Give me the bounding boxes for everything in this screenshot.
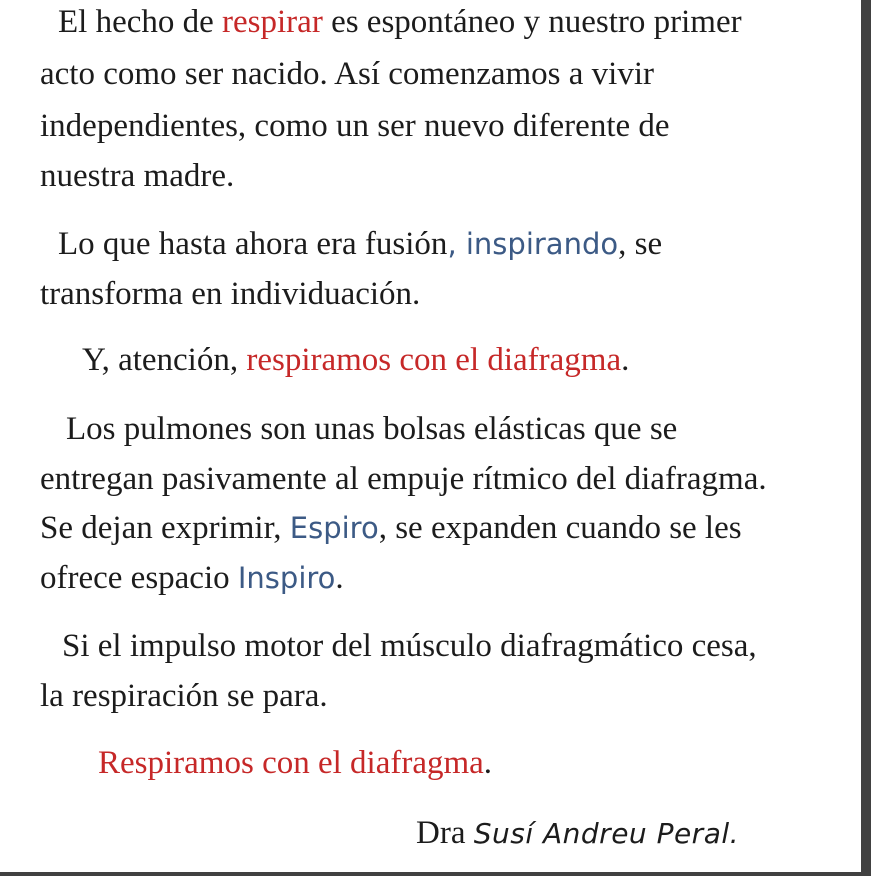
- p3-highlight-respiramos: respiramos con el diafragma: [246, 342, 622, 378]
- p5-line2: la respiración se para.: [40, 678, 328, 714]
- signature-prefix: Dra: [416, 815, 474, 851]
- p1-line3: independientes, como un ser nuevo diferente de: [40, 108, 670, 144]
- p4-line2: entregan pasivamente al empuje rítmico del diafragma.: [40, 461, 767, 497]
- p3-text-b: .: [621, 342, 630, 378]
- p1-line1-text-b: es espontáneo y nuestro primer: [322, 4, 742, 40]
- p1-line1-text-a: El hecho de: [58, 4, 223, 40]
- p1-highlight-respirar: respirar: [222, 4, 323, 40]
- p4-line3-text-a: Se dejan exprimir,: [40, 510, 290, 546]
- p3-text-a: Y, atención,: [82, 342, 247, 378]
- p4-line4-text-a: ofrece espacio: [40, 560, 238, 596]
- p1-line1: [0, 3, 861, 41]
- p4-line1: Los pulmones son unas bolsas elásticas que se: [66, 411, 678, 447]
- p2-line1-text-b: , se: [618, 226, 663, 262]
- p4-highlight-inspiro: Inspiro: [237, 561, 336, 595]
- p5-line1: Si el impulso motor del músculo diafragmático cesa,: [62, 628, 757, 664]
- p4-line4: [0, 559, 861, 597]
- p3-line1: [0, 341, 861, 379]
- frame-border-right: [861, 0, 871, 876]
- p4-line3-text-b: , se expanden cuando se les: [378, 510, 742, 546]
- p2-line2: transforma en individuación.: [40, 276, 421, 312]
- p6-highlight-respiramos: Respiramos con el diafragma: [98, 745, 484, 781]
- p2-highlight-inspirando: , inspirando: [447, 227, 619, 261]
- signature-name: Susí Andreu Peral.: [473, 817, 740, 850]
- p4-highlight-espiro: Espiro: [289, 511, 379, 545]
- signature: [0, 814, 861, 853]
- p4-line3: [0, 509, 861, 547]
- p4-line4-text-b: .: [335, 560, 344, 596]
- p1-line4: nuestra madre.: [40, 158, 235, 194]
- p2-line1-text-a: Lo que hasta ahora era fusión: [58, 226, 448, 262]
- frame-border-bottom: [0, 872, 871, 876]
- p1-line2: acto como ser nacido. Así comenzamos a vivir: [40, 56, 654, 92]
- p6-text-b: .: [483, 745, 493, 781]
- p6-line1: [0, 744, 861, 782]
- p2-line1: [0, 225, 861, 263]
